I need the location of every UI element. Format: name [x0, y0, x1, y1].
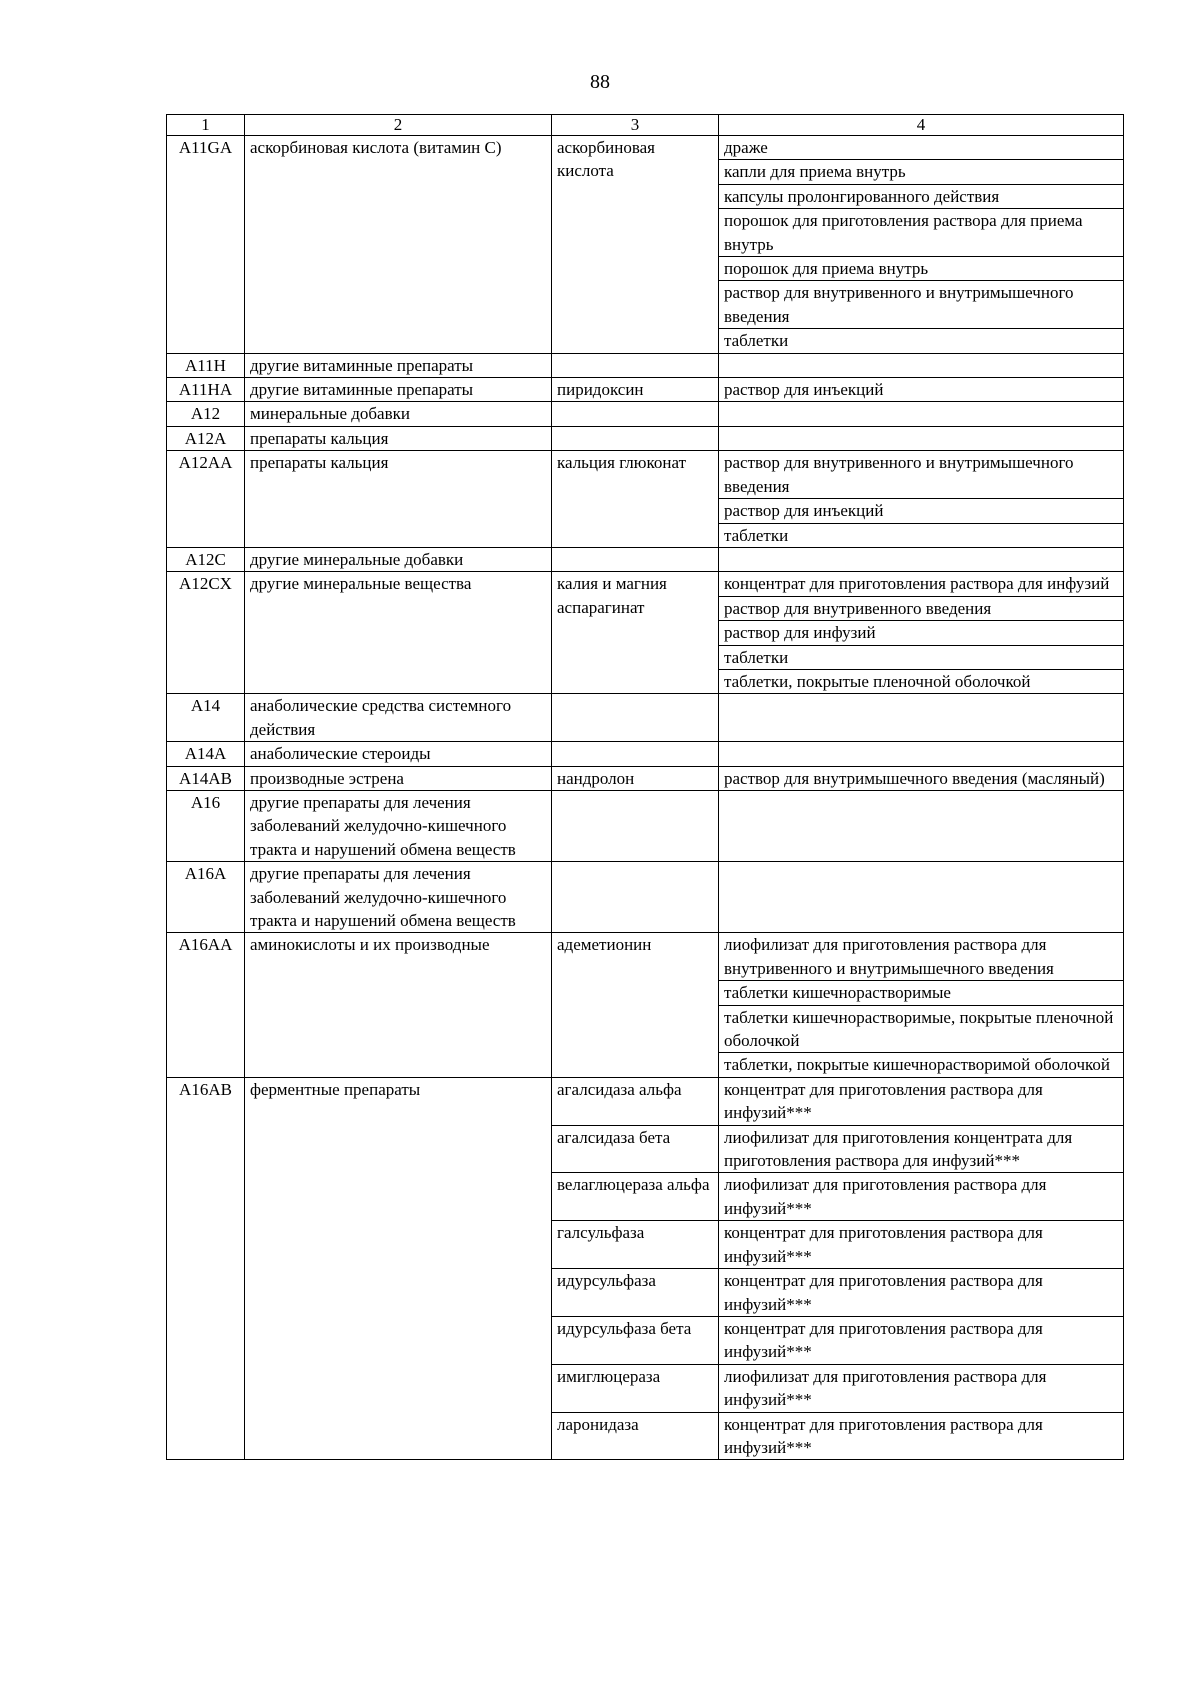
dosage-form: концентрат для приготовления раствора для инфузий*** [724, 1414, 1043, 1457]
drug-name: идурсульфаза [552, 1269, 719, 1317]
dosage-form: лиофилизат для приготовления раствора для инфузий*** [724, 1366, 1047, 1410]
dosage-form: раствор для инфузий [719, 620, 1123, 644]
dosage-forms-cell [719, 136, 1124, 354]
atc-code: A16AA [167, 933, 245, 1077]
table-row [167, 742, 1124, 766]
drug-name-empty [552, 402, 719, 426]
drug-name: велаглюцераза альфа [552, 1173, 719, 1221]
table-row [167, 451, 1124, 548]
atc-group-name: препараты кальция [245, 426, 552, 450]
atc-code: A14AB [167, 766, 245, 790]
drug-name-empty [552, 547, 719, 571]
dosage-forms-empty [719, 790, 1124, 861]
table-row [167, 136, 1124, 354]
atc-group-name: другие витаминные препараты [245, 353, 552, 377]
dosage-forms-empty [719, 402, 1124, 426]
dosage-form: таблетки [719, 523, 1123, 547]
atc-code: A14A [167, 742, 245, 766]
page-number: 88 [590, 71, 610, 93]
dosage-form: порошок для приема внутрь [719, 256, 1123, 280]
dosage-form: раствор для внутривенного и внутримышечного введения [719, 280, 1123, 328]
dosage-forms-empty [719, 547, 1124, 571]
dosage-form: раствор для инъекций [724, 380, 884, 400]
dosage-forms-cell [719, 1316, 1124, 1364]
drug-name: пиридоксин [552, 378, 719, 402]
table-row [167, 790, 1124, 861]
dosage-form: лиофилизат для приготовления раствора для инфузий*** [724, 1175, 1047, 1218]
dosage-form: драже [724, 138, 768, 157]
atc-code: A11HA [167, 378, 245, 402]
dosage-form: концентрат для приготовления раствора для инфузий [724, 574, 1110, 594]
column-header-group: 2 [245, 115, 552, 136]
dosage-forms-cell [719, 1077, 1124, 1125]
dosage-forms-empty [719, 862, 1124, 933]
dosage-forms-empty [719, 353, 1124, 377]
atc-code: A11H [167, 353, 245, 377]
atc-group-name: ферментные препараты [245, 1077, 552, 1460]
drug-name: кальция глюконат [552, 451, 719, 548]
atc-group-name: другие витаминные препараты [245, 378, 552, 402]
dosage-forms-cell [719, 572, 1124, 694]
column-header-dosage-form: 4 [719, 115, 1124, 136]
atc-code: A16AB [167, 1077, 245, 1460]
table-row [167, 1077, 1124, 1125]
atc-code: A14 [167, 694, 245, 742]
dosage-forms-empty [719, 426, 1124, 450]
drug-name: агалсидаза бета [552, 1125, 719, 1173]
table-row [167, 426, 1124, 450]
atc-group-name: другие препараты для лечения заболеваний желудочно-кишечного тракта и нарушений обмена веществ [245, 862, 552, 933]
drug-name-empty [552, 694, 719, 742]
drug-name: калия и магния аспарагинат [552, 572, 719, 694]
dosage-forms-cell [719, 1125, 1124, 1173]
table-row [167, 862, 1124, 933]
dosage-forms-cell [719, 1173, 1124, 1221]
dosage-form: таблетки кишечнорастворимые [719, 980, 1123, 1004]
atc-code: A16A [167, 862, 245, 933]
dosage-form: таблетки [719, 645, 1123, 669]
table-header-row [167, 115, 1124, 136]
table-row [167, 547, 1124, 571]
dosage-forms-cell [719, 1412, 1124, 1460]
atc-group-name: другие минеральные вещества [245, 572, 552, 694]
dosage-form: таблетки, покрытые кишечнорастворимой оболочкой [719, 1052, 1123, 1076]
atc-group-name: другие минеральные добавки [245, 547, 552, 571]
dosage-forms-cell [719, 451, 1124, 548]
dosage-form: капли для приема внутрь [719, 159, 1123, 183]
dosage-form: концентрат для приготовления раствора для инфузий*** [724, 1223, 1043, 1266]
column-header-atc-code: 1 [167, 115, 245, 136]
atc-code: A12AA [167, 451, 245, 548]
dosage-form: лиофилизат для приготовления раствора для внутривенного и внутримышечного введения [724, 935, 1054, 978]
drug-name-empty [552, 862, 719, 933]
table-row [167, 378, 1124, 402]
dosage-form: таблетки, покрытые пленочной оболочкой [719, 669, 1123, 693]
atc-group-name: аскорбиновая кислота (витамин С) [245, 136, 552, 354]
dosage-form: таблетки кишечнорастворимые, покрытые пленочной оболочкой [719, 1005, 1123, 1053]
table-row [167, 402, 1124, 426]
drug-name: имиглюцераза [552, 1364, 719, 1412]
drug-name: нандролон [552, 766, 719, 790]
dosage-form: раствор для внутривенного введения [719, 596, 1123, 620]
dosage-form: порошок для приготовления раствора для приема внутрь [719, 208, 1123, 256]
dosage-forms-cell [719, 1364, 1124, 1412]
dosage-forms-cell [719, 1269, 1124, 1317]
table-row [167, 933, 1124, 1077]
atc-group-name: анаболические стероиды [245, 742, 552, 766]
dosage-form: концентрат для приготовления раствора для инфузий*** [724, 1271, 1043, 1314]
table-row [167, 353, 1124, 377]
atc-code: A12CX [167, 572, 245, 694]
atc-code: A16 [167, 790, 245, 861]
table-row [167, 766, 1124, 790]
atc-group-name: анаболические средства системного действия [245, 694, 552, 742]
drug-name-empty [552, 790, 719, 861]
drug-name: агалсидаза альфа [552, 1077, 719, 1125]
table-row [167, 694, 1124, 742]
dosage-forms-empty [719, 694, 1124, 742]
dosage-forms-cell [719, 766, 1124, 790]
dosage-forms-empty [719, 742, 1124, 766]
column-header-drug: 3 [552, 115, 719, 136]
atc-code: A12 [167, 402, 245, 426]
drug-name: галсульфаза [552, 1221, 719, 1269]
atc-group-name: производные эстрена [245, 766, 552, 790]
atc-group-name: аминокислоты и их производные [245, 933, 552, 1077]
dosage-form: раствор для внутримышечного введения (масляный) [724, 768, 1105, 788]
dosage-form: раствор для внутривенного и внутримышечного введения [724, 453, 1074, 496]
table-row [167, 572, 1124, 694]
atc-group-name: препараты кальция [245, 451, 552, 548]
drug-name-empty [552, 426, 719, 450]
drug-name-empty [552, 742, 719, 766]
drug-name: аскорбиновая кислота [552, 136, 719, 354]
dosage-form: капсулы пролонгированного действия [719, 184, 1123, 208]
atc-group-name: другие препараты для лечения заболеваний желудочно-кишечного тракта и нарушений обмена веществ [245, 790, 552, 861]
dosage-form: концентрат для приготовления раствора для инфузий*** [724, 1318, 1043, 1362]
dosage-form: лиофилизат для приготовления концентрата для приготовления раствора для инфузий*** [724, 1127, 1073, 1171]
drug-name: адеметионин [552, 933, 719, 1077]
atc-code: A11GA [167, 136, 245, 354]
dosage-forms-cell [719, 933, 1124, 1077]
atc-group-name: минеральные добавки [245, 402, 552, 426]
dosage-forms-cell [719, 1221, 1124, 1269]
drug-list-table [166, 114, 1124, 1460]
drug-name-empty [552, 353, 719, 377]
dosage-form: таблетки [719, 328, 1123, 352]
dosage-form: концентрат для приготовления раствора для инфузий*** [724, 1079, 1043, 1123]
drug-name: ларонидаза [552, 1412, 719, 1460]
dosage-form: раствор для инъекций [719, 498, 1123, 522]
drug-name: идурсульфаза бета [552, 1316, 719, 1364]
dosage-forms-cell [719, 378, 1124, 402]
atc-code: A12C [167, 547, 245, 571]
atc-code: A12A [167, 426, 245, 450]
